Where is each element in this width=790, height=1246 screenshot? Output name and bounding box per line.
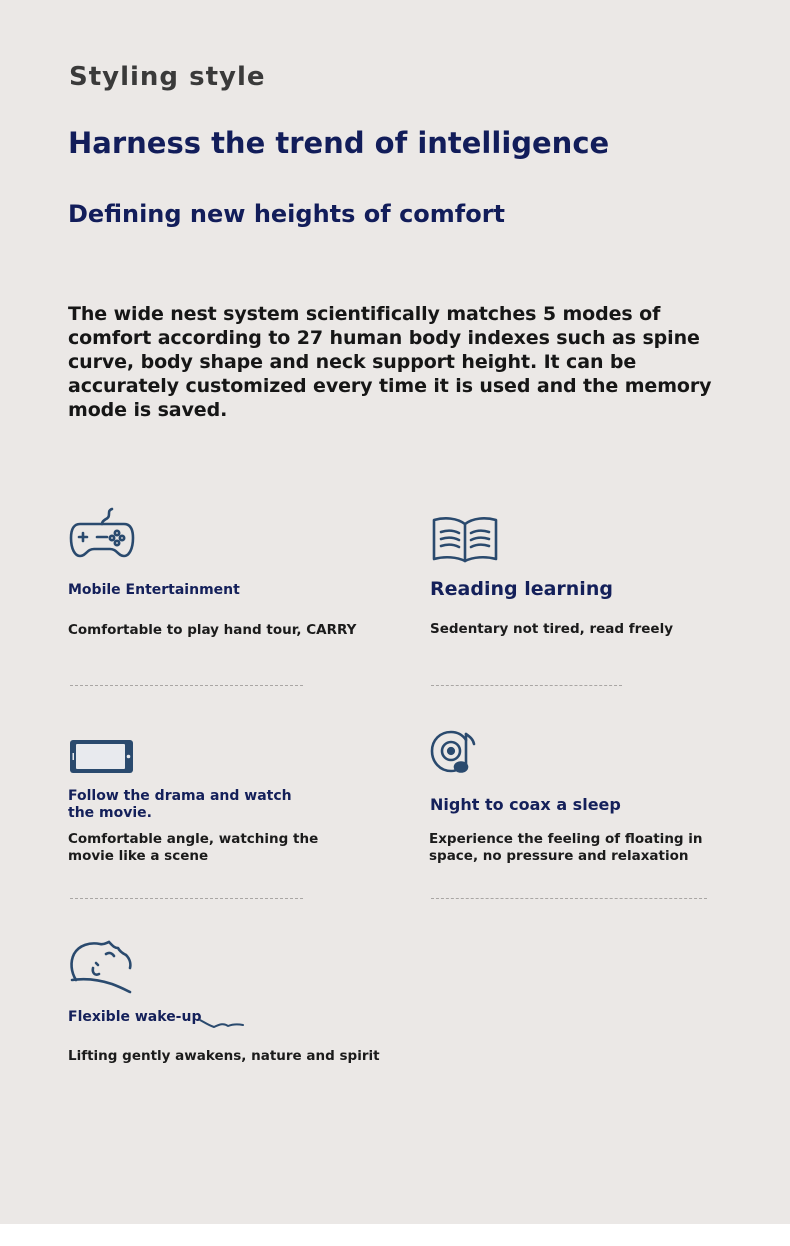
feature-title-night-sleep: Night to coax a sleep <box>430 795 621 814</box>
page-subtitle: Defining new heights of comfort <box>68 200 506 228</box>
sleeping-face-icon <box>68 940 134 994</box>
feature-desc-night-sleep: Experience the feeling of floating in space, no pressure and relaxation <box>429 831 703 864</box>
bottom-margin <box>0 1224 790 1246</box>
music-disc-icon <box>430 730 478 776</box>
gamepad-icon <box>68 507 136 561</box>
tablet-icon <box>69 739 135 775</box>
feature-title-reading-learning: Reading learning <box>430 578 613 600</box>
feature-desc-watch-movie: Comfortable angle, watching the movie like a scene <box>68 831 319 864</box>
page-description: The wide nest system scientifically matches 5 modes of comfort according to 27 human body indexes such as spine curve, body shape and neck support height. It can be accurately customized every time it is used and the memory mode is saved. <box>68 303 712 421</box>
wave-line-icon <box>198 1016 246 1030</box>
feature-title-watch-movie: Follow the drama and watch the movie. <box>68 788 292 821</box>
divider <box>431 898 707 899</box>
feature-title-mobile-entertainment: Mobile Entertainment <box>68 582 240 598</box>
divider <box>431 685 622 686</box>
divider <box>70 898 303 899</box>
feature-desc-flexible-wake-up: Lifting gently awakens, nature and spirit <box>68 1048 380 1064</box>
feature-desc-reading-learning: Sedentary not tired, read freely <box>430 621 674 637</box>
open-book-icon <box>431 515 499 563</box>
section-eyebrow: Styling style <box>69 62 266 92</box>
divider <box>70 685 303 686</box>
feature-desc-mobile-entertainment: Comfortable to play hand tour, CARRY <box>68 622 357 638</box>
feature-title-flexible-wake-up: Flexible wake-up <box>68 1009 202 1025</box>
page-title: Harness the trend of intelligence <box>68 126 610 160</box>
